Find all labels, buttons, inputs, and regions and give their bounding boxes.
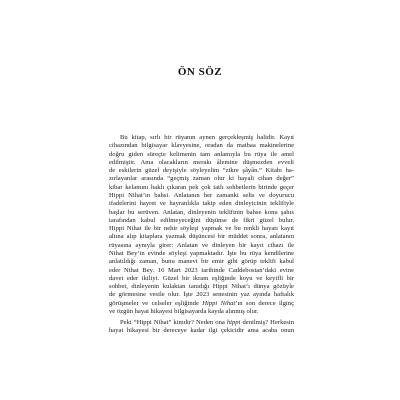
text-line: Bu kitap, sırlı bir rüyanın aynen gerçekleşmiş halidir. Kayıt xyxy=(120,134,294,141)
text-line: görüşmeler ve celseler eşliğinde Hippi Nihat’ın son derece ilginç xyxy=(109,299,294,307)
text-line: de görmesine vesile olur. İşte 2023 senesinin yaz ayında haftalık xyxy=(109,291,294,299)
text-line: cihazından bilgisayar klavyesine, oradan da matbaa makinelerine xyxy=(109,142,294,150)
text-line: eder Nihat Bey. 16 Mart 2023 tarihinde Caddebostan’daki evine xyxy=(109,266,294,274)
text-line: davet eder ikiliyi. Güzel bir ikram eşliğinde koyu ve keyifli bir xyxy=(109,274,294,282)
text-line: rüyasına aynıyla girer: Anlatan ve dinleyen bir kayıt cihazı ile xyxy=(109,241,294,249)
text-line: Nihat Bey’in evinde söyleşi yapmaktadır. İşte bu rüya kendilerine xyxy=(109,249,294,257)
paragraph-1 xyxy=(109,134,294,316)
text-line: edilmiştir. Ama olacakların merakı âlemine düşmezden evveli xyxy=(109,158,294,166)
text-line: hayat hikayesi bir dereceye kadar ilgi çekicidir ama acaba onun xyxy=(109,327,294,335)
text-line: ifadelerini hayret ve hayranlıkla takip eden dinleyicinin teklifiyle xyxy=(109,200,294,208)
text-line: Peki “Hippi Nihat” kimdir? Neden ona hippi denilmiş? Herkesin xyxy=(120,319,294,327)
text-line: zırlayanlar arasında “geçmiş zaman olur ki hayali cihan değer” xyxy=(109,175,294,183)
chapter-heading: ÖN SÖZ xyxy=(177,66,223,78)
text-line: altına alıp kitaplara yazmak düşüncesi bir müddet sonra, anlatanın xyxy=(109,233,294,241)
text-line: kibar kelamını haklı çıkaran pek çok tatlı sohbetlerin birinde geçer xyxy=(109,183,294,191)
text-line: doğru giden süreçte kelimenin tam anlamıyla bu rüya ile amel xyxy=(109,150,294,158)
text-line: Hippi Nihat’ın bahsi. Anlatanın her zamanki selis ve doyurucu xyxy=(109,191,294,199)
text-line: Hippi Nihat ile bir nehir söyleşi yapmak ve bu renkli hayatı kayıt xyxy=(109,225,294,233)
paragraph-2 xyxy=(109,319,294,336)
text-line: sohbet, dinleyenin kulaktan tanıdığı Hippi Nihat’ı dünya gözüyle xyxy=(109,283,294,291)
text-line: de eskilerin güzel deyişiyle söyleyelim “zikre şâyân.” Kitabı ha- xyxy=(109,167,294,175)
text-line: ve özgün hayat hikayesi bilgisayarda kayda alınmış olur. xyxy=(109,307,259,315)
preface-text xyxy=(109,134,294,336)
text-line: başlar bu serüven. Anlatan, dinleyenin teklifinin bahse konu şahıs xyxy=(109,208,294,216)
text-line: anlatıldığı zaman, bunu manevi bir emir gibi görüp teklifi kabul xyxy=(109,258,294,266)
text-line: tarafından kabul edilmeyeceğini düşünse de fikri güzel bulur. xyxy=(109,216,294,224)
